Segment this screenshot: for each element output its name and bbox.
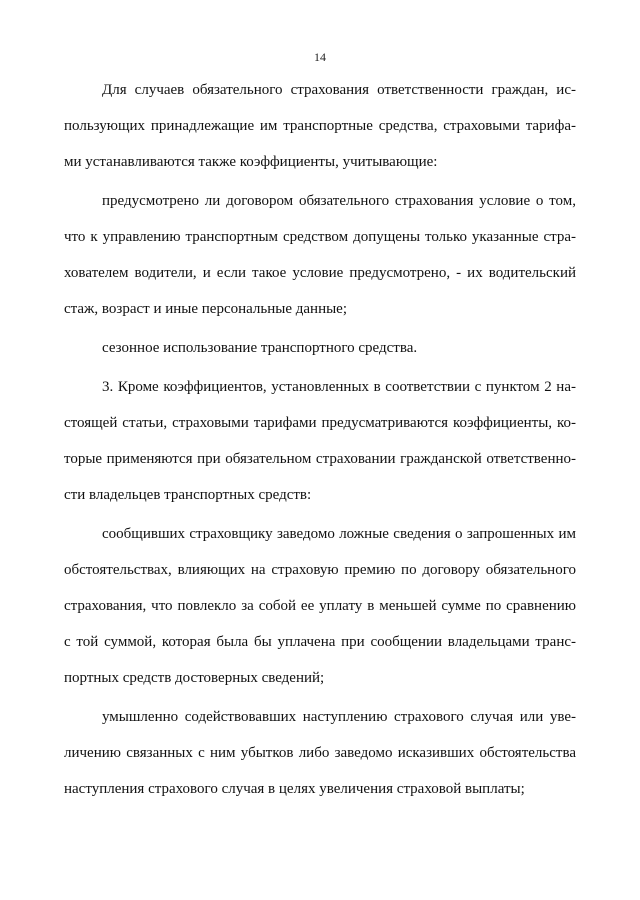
text-line: предусмотрено ли договором обязательного страхования условие о том, [102, 193, 576, 209]
paragraph-false-information [64, 516, 576, 696]
text-line: Для случаев обязательного страхования ответственности граждан, ис- [102, 82, 576, 98]
document-body [64, 72, 576, 810]
text-line: что к управлению транспортным средством допущены только указанные стра- [64, 229, 576, 245]
text-line: с той суммой, которая была бы уплачена при сообщении владельцами транс- [64, 634, 576, 650]
text-line: стоящей статьи, страховыми тарифами предусматриваются коэффициенты, ко- [64, 415, 576, 431]
text-line: хователем водители, и если такое условие предусмотрено, - их водительский [64, 265, 576, 281]
text-line: портных средств достоверных сведений; [64, 670, 325, 686]
text-line: стаж, возраст и иные персональные данные; [64, 301, 348, 317]
text-line: сти владельцев транспортных средств: [64, 487, 312, 503]
text-line: сезонное использование транспортного средства. [102, 340, 418, 356]
text-line: 3. Кроме коэффициентов, установленных в соответствии с пунктом 2 на- [102, 379, 576, 395]
page-number: 14 [314, 50, 326, 64]
paragraph-citizens-coefficients [64, 72, 576, 180]
text-line: страхования, что повлекло за собой ее уплату в меньшей сумме по сравнению [64, 598, 576, 614]
paragraph-intentional-contribution [64, 699, 576, 807]
text-line: пользующих принадлежащие им транспортные средства, страховыми тарифа- [64, 118, 576, 134]
text-line: умышленно содействовавших наступлению страхового случая или уве- [102, 709, 576, 725]
paragraph-section-3 [64, 369, 576, 513]
text-line: торые применяются при обязательном страховании гражданской ответственно- [64, 451, 576, 467]
text-line: личению связанных с ним убытков либо заведомо исказивших обстоятельства [64, 745, 576, 761]
text-line: обстоятельствах, влияющих на страховую премию по договору обязательного [64, 562, 576, 578]
paragraph-drivers-condition [64, 183, 576, 327]
paragraph-seasonal-use [64, 330, 576, 366]
text-line: ми устанавливаются также коэффициенты, учитывающие: [64, 154, 438, 170]
text-line: наступления страхового случая в целях увеличения страховой выплаты; [64, 781, 525, 797]
text-line: сообщивших страховщику заведомо ложные сведения о запрошенных им [102, 526, 576, 542]
